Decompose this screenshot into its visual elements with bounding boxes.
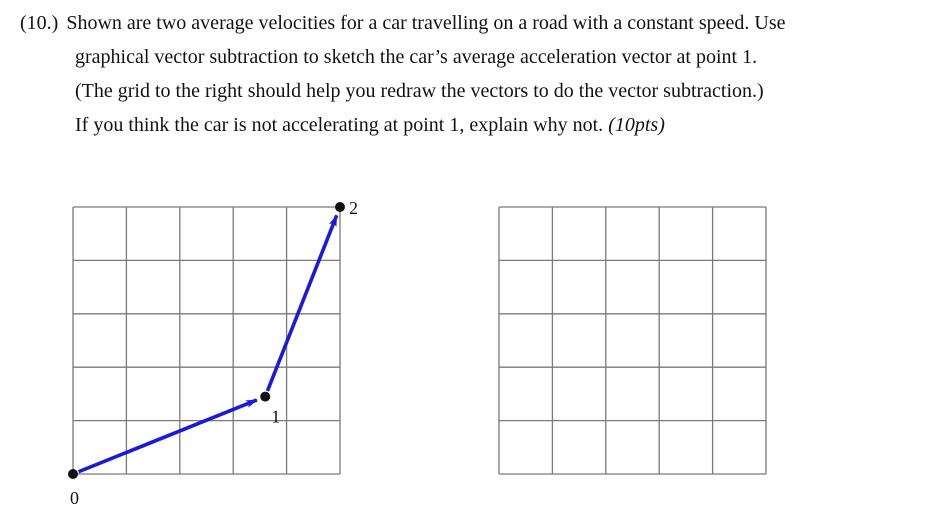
position-points [68,198,358,508]
problem-points: (10pts) [608,114,665,136]
velocity-vectors [79,215,337,471]
right-grid [499,207,766,474]
point-2 [335,202,345,212]
problem-line-3: (The grid to the right should help you redraw the vectors to do the vector subtraction.) [75,80,764,102]
problem-line-2: graphical vector subtraction to sketch the car’s average acceleration vector at point 1. [75,46,758,68]
problem-line-4: If you think the car is not accelerating at point 1, explain why not. (10pts) [75,114,665,136]
problem-line-1: (10.) Shown are two average velocities for a car travelling on a road with a constant speed. Use [20,12,786,34]
problem-number: (10.) [20,12,59,34]
point-label-0: 0 [70,488,79,508]
point-1 [260,392,270,402]
velocity-vector-1-2 [267,215,336,391]
point-label-1: 1 [271,406,281,427]
point-label-2: 2 [349,198,358,218]
velocity-vector-0-1 [79,400,257,472]
point-0 [68,469,78,479]
left-grid [73,207,340,474]
